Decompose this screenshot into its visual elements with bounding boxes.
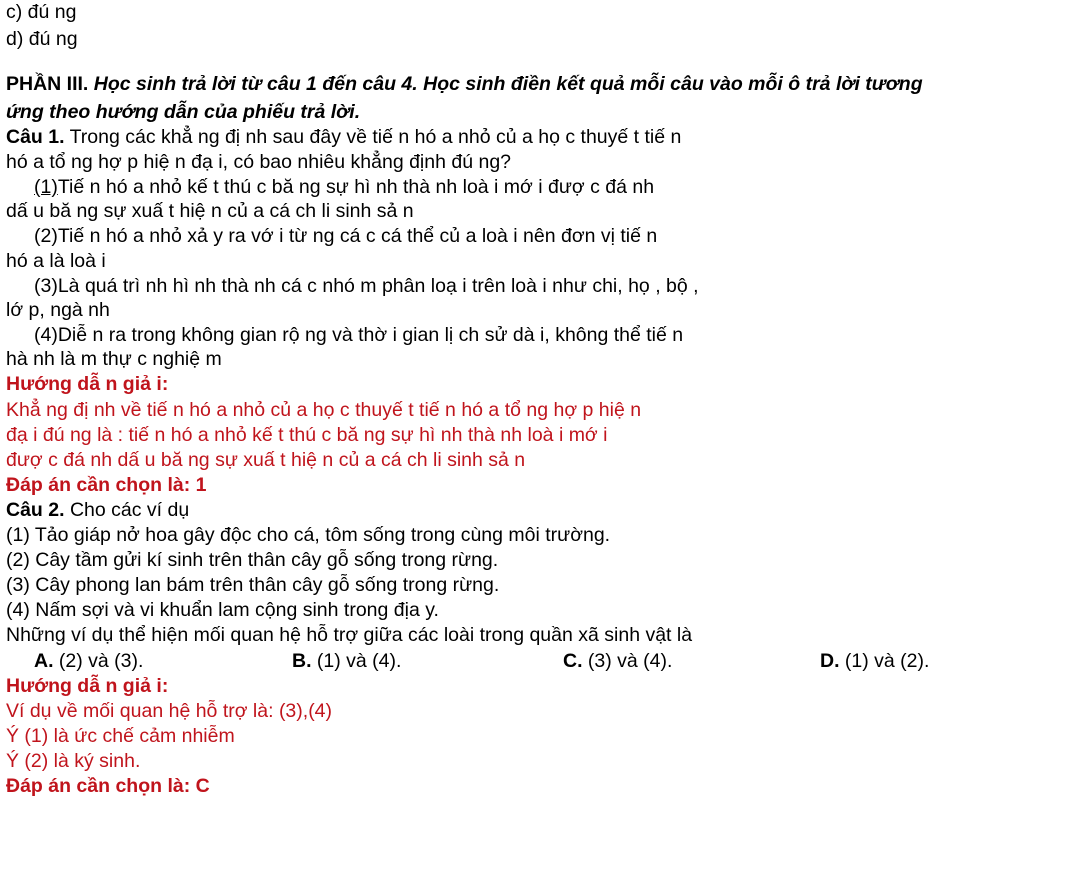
- option-a-text: (2) và (3).: [53, 650, 144, 672]
- example-3: [6, 573, 1080, 597]
- statement-2-line2: [6, 249, 1080, 273]
- example-4-text: (4) Nấm sợi và vi khuẩn lam cộng sinh trong địa y.: [6, 599, 439, 621]
- option-c: [563, 649, 672, 673]
- part-iii-instruction: Học sinh trả lời từ câu 1 đến câu 4. Học sinh điền kết quả mỗi câu vào mỗi ô trả lời tương: [88, 73, 923, 95]
- guide-1-heading-text: Hướng dẫ n giả i:: [6, 373, 169, 395]
- statement-1-line2: [6, 199, 1080, 223]
- question-2-prompt-text: Những ví dụ thể hiện mối quan hệ hỗ trợ giữa các loài trong quần xã sinh vật là: [6, 624, 693, 646]
- part-iii-heading: [6, 72, 1080, 96]
- guide-2-heading-text: Hướng dẫ n giả i:: [6, 675, 169, 697]
- guide-2-text-1: Ví dụ về mối quan hệ hỗ trợ là: (3),(4): [6, 700, 333, 722]
- question-1-label: Câu 1.: [6, 126, 65, 148]
- guide-1-line2: [6, 423, 1080, 447]
- part-iii-instruction-line2: [6, 100, 1080, 124]
- statement-3-text-cont: lớ p, ngà nh: [6, 299, 110, 321]
- prev-answer-d-text: d) đú ng: [6, 28, 78, 50]
- statement-1-text: Tiế n hó a nhỏ kế t thú c bă ng sự hì nh thà nh loà i mớ i đượ c đá nh: [57, 176, 655, 198]
- option-d: [820, 649, 929, 673]
- question-2-label: Câu 2.: [6, 499, 65, 521]
- guide-1-heading: [6, 372, 1080, 396]
- guide-2-text-2: Ý (1) là ức chế cảm nhiễm: [6, 725, 235, 747]
- statement-1: [34, 175, 1080, 199]
- question-1: [6, 125, 1080, 149]
- option-a: [34, 649, 143, 673]
- answer-2-text: Đáp án cần chọn là: C: [6, 775, 210, 797]
- statement-3-text: (3)Là quá trì nh hì nh thà nh cá c nhó m phân loạ i trên loà i như chi, họ , bộ ,: [34, 275, 699, 297]
- option-c-key: C.: [563, 650, 583, 672]
- statement-4: [34, 323, 1080, 347]
- statement-4-text: (4)Diễ n ra trong không gian rộ ng và thờ i gian lị ch sử dà i, không thể tiế n: [34, 324, 684, 346]
- question-1-text-cont: hó a tổ ng hợ p hiệ n đạ i, có bao nhiêu khẳng định đú ng?: [6, 151, 512, 173]
- question-1-line2: [6, 150, 1080, 174]
- guide-1-text-2: đạ i đú ng là : tiế n hó a nhỏ kế t thú c bă ng sự hì nh thà nh loà i mớ i: [6, 424, 608, 446]
- answer-2: [6, 774, 1080, 798]
- guide-2-line1: [6, 699, 1080, 723]
- option-a-key: A.: [34, 650, 54, 672]
- option-b-key: B.: [292, 650, 312, 672]
- example-4: [6, 598, 1080, 622]
- answer-1: [6, 473, 1080, 497]
- statement-4-line2: [6, 347, 1080, 371]
- statement-1-text-cont: dấ u bă ng sự xuấ t hiệ n củ a cá ch li sinh sả n: [6, 200, 414, 222]
- statement-3: [34, 274, 1080, 298]
- part-iii-instruction-cont: ứng theo hướng dẫn của phiếu trả lời.: [6, 101, 361, 123]
- statement-2-text-cont: hó a là loà i: [6, 250, 106, 272]
- statement-2-text: (2)Tiế n hó a nhỏ xả y ra vớ i từ ng cá c cá thể củ a loà i nên đơn vị tiế n: [34, 225, 658, 247]
- example-2: [6, 548, 1080, 572]
- option-c-text: (3) và (4).: [582, 650, 673, 672]
- question-2-prompt: [6, 623, 1080, 647]
- option-d-text: (1) và (2).: [839, 650, 930, 672]
- guide-2-line3: [6, 749, 1080, 773]
- guide-2-line2: [6, 724, 1080, 748]
- answer-1-text: Đáp án cần chọn là: 1: [6, 474, 207, 496]
- guide-1-line3: [6, 448, 1080, 472]
- statement-3-line2: [6, 298, 1080, 322]
- example-1-text: (1) Tảo giáp nở hoa gây độc cho cá, tôm sống trong cùng môi trường.: [6, 524, 611, 546]
- prev-answer-d: [6, 27, 1080, 51]
- option-d-key: D.: [820, 650, 840, 672]
- statement-2: [34, 224, 1080, 248]
- question-1-text: Trong các khẳ ng đị nh sau đây về tiế n hó a nhỏ củ a họ c thuyế t tiế n: [64, 126, 682, 148]
- guide-1-text-1: Khẳ ng đị nh về tiế n hó a nhỏ củ a họ c thuyế t tiế n hó a tổ ng hợ p hiệ n: [6, 399, 642, 421]
- guide-2-heading: [6, 674, 1080, 698]
- question-2-intro: Cho các ví dụ: [64, 499, 190, 521]
- example-2-text: (2) Cây tầm gửi kí sinh trên thân cây gỗ sống trong rừng.: [6, 549, 499, 571]
- guide-2-text-3: Ý (2) là ký sinh.: [6, 750, 141, 772]
- option-b-text: (1) và (4).: [311, 650, 402, 672]
- example-1: [6, 523, 1080, 547]
- prev-answer-c: [6, 0, 1080, 24]
- statement-4-text-cont: hà nh là m thự c nghiệ m: [6, 348, 222, 370]
- guide-1-text-3: đượ c đá nh dấ u bă ng sự xuấ t hiệ n củ a cá ch li sinh sả n: [6, 449, 526, 471]
- guide-1-line1: [6, 398, 1080, 422]
- option-b: [292, 649, 401, 673]
- prev-answer-c-text: c) đú ng: [6, 1, 77, 23]
- statement-1-mark: (1): [34, 176, 58, 198]
- example-3-text: (3) Cây phong lan bám trên thân cây gỗ sống trong rừng.: [6, 574, 500, 596]
- question-2: [6, 498, 1080, 522]
- part-iii-label: PHẦN III.: [6, 73, 89, 95]
